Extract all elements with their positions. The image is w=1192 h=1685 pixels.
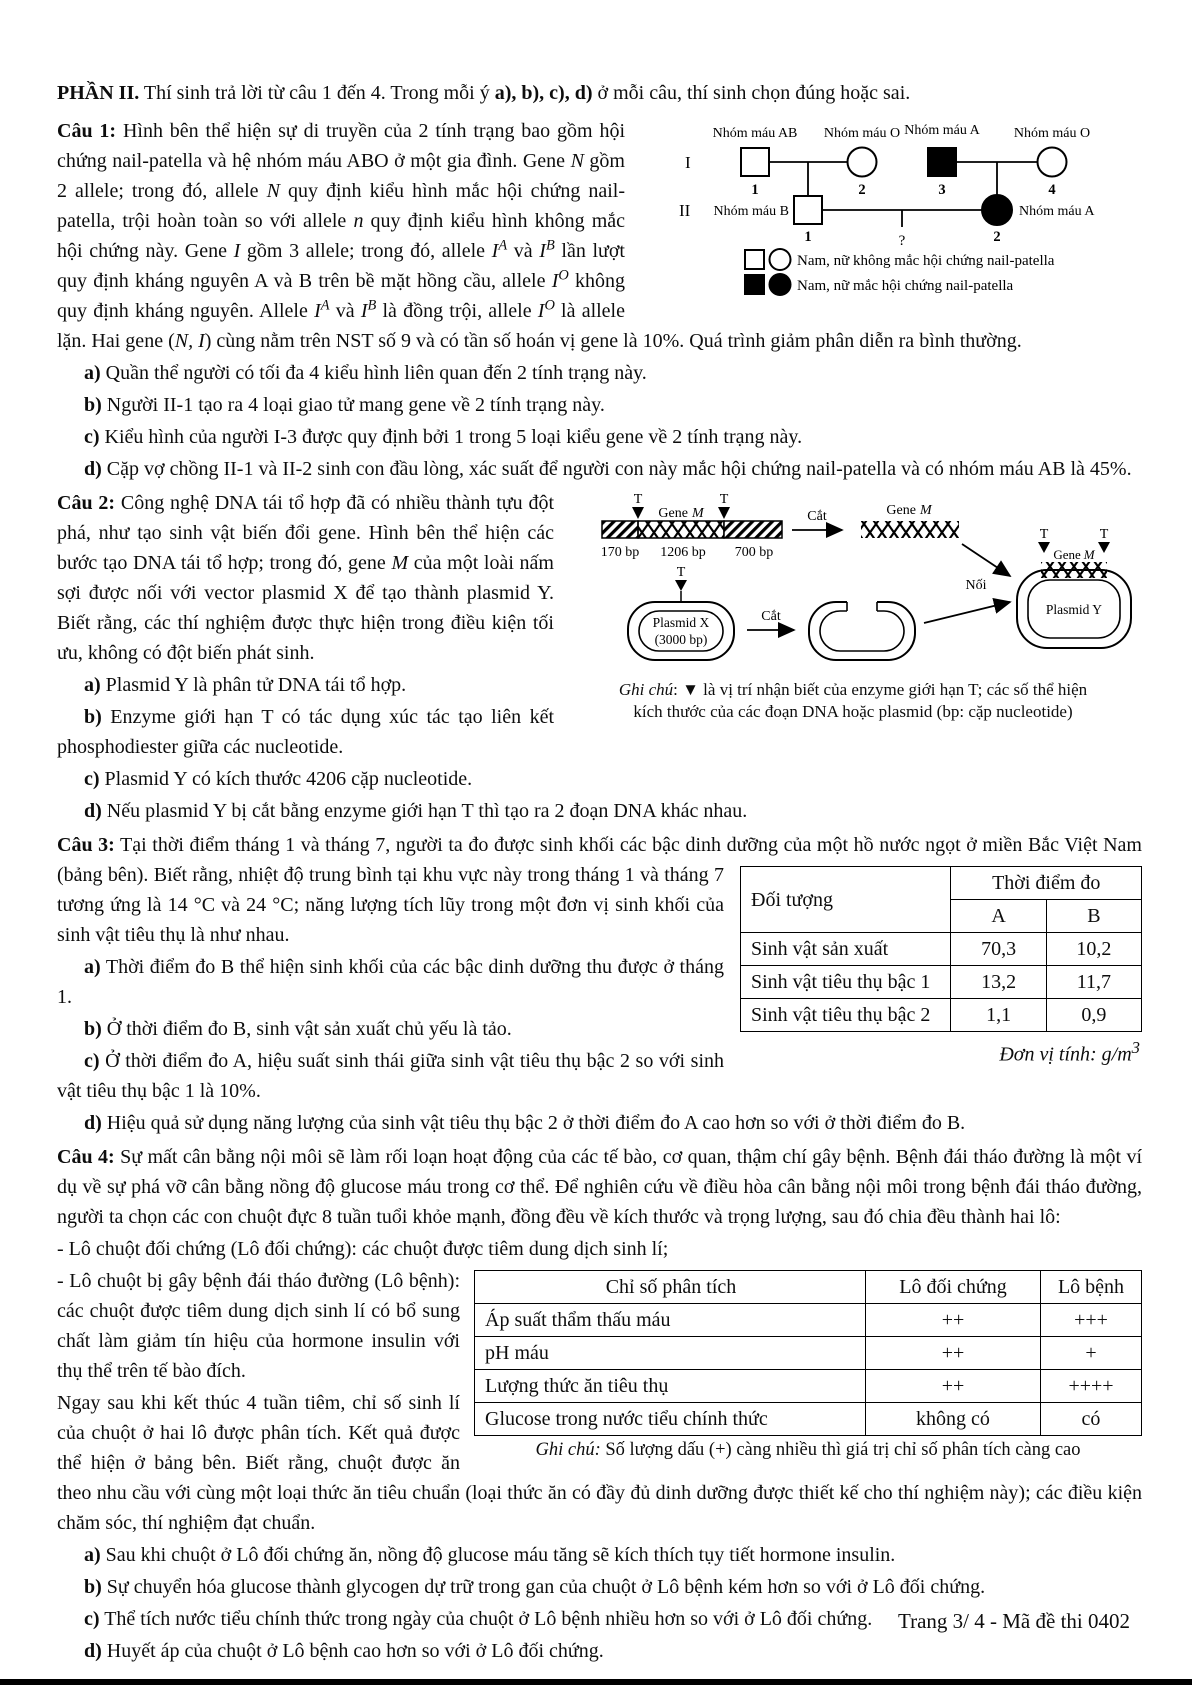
gene-m-label: Gene M — [658, 506, 704, 521]
table-row — [741, 966, 1142, 999]
table-cell: ++ — [866, 1370, 1041, 1403]
table-cell: pH máu — [475, 1337, 866, 1370]
q3-biomass-table-figure — [740, 866, 1142, 1070]
analysis-table-note — [474, 1439, 1142, 1462]
q4-b-label: b) — [84, 1576, 102, 1598]
table-cell: 0,9 — [1046, 999, 1141, 1032]
segment-size-170bp: 170 bp — [600, 545, 640, 560]
t-site-marker-icon — [718, 507, 730, 519]
table-row — [475, 1304, 1142, 1337]
table-cell: 1,1 — [951, 999, 1046, 1032]
t-site-label: T — [1039, 527, 1049, 542]
join-arrow-label: Nối — [965, 578, 987, 593]
table-cell: Sinh vật tiêu thụ bậc 2 — [741, 999, 951, 1032]
plasmid-y-gene-insert — [1041, 562, 1107, 578]
pedigree-female-i2 — [848, 148, 877, 177]
table-cell: Glucose trong nước tiểu chính thức — [475, 1403, 866, 1436]
segment-size-700bp: 700 bp — [734, 545, 774, 560]
cut-plasmid-gap — [847, 596, 877, 614]
plasmid-x-label: Plasmid X — [652, 615, 710, 630]
question-2 — [57, 488, 1142, 826]
legend-male-affected-icon — [745, 275, 764, 294]
pedigree-female-ii2-affected — [982, 195, 1012, 225]
biomass-col-object-header: Đối tượng — [741, 867, 951, 933]
biomass-unit-caption — [740, 1035, 1142, 1070]
q4-statement-a — [57, 1540, 1142, 1570]
gene-m-fragment-label: Gene M — [886, 503, 932, 518]
biomass-subcol-b: B — [1046, 900, 1141, 933]
q2-statement-c — [57, 764, 1142, 794]
q1-statement-d — [57, 454, 1142, 484]
note-text: Số lượng dấu (+) càng nhiều thì giá trị chỉ số phân tích càng cao — [600, 1440, 1081, 1460]
unit-sup: 3 — [1131, 1038, 1140, 1057]
q4-a-text: Sau khi chuột ở Lô đối chứng ăn, nồng độ glucose máu tăng sẽ kích thích tụy tiết hormone insulin. — [105, 1544, 896, 1566]
q4-c-text: Thể tích nước tiểu chính thức trong ngày của chuột ở Lô bệnh nhiều hơn so với ở Lô đối chứng. — [104, 1608, 873, 1630]
table-cell: có — [1041, 1403, 1142, 1436]
q4-d-text: Huyết áp của chuột ở Lô bệnh cao hơn so với ở Lô đối chứng. — [106, 1640, 604, 1662]
q3-d-label: d) — [84, 1112, 102, 1134]
q4-method-paragraph: Ngay sau khi kết thúc 4 tuần tiêm, chỉ số sinh lí của chuột ở hai lô được phân tích. Kết quả được thể hiện ở bảng bên. Biết rằng, chuột được ăn theo nhu cầu với cùng một loại thức ăn tiêu chuẩn (loại thức ăn có đầy đủ dinh dưỡng được thiết kế cho thí nghiệm này); các điều kiện chăm sóc, thí nghiệm đạt chuẩn. — [57, 1392, 1142, 1534]
legend-female-unaffected-icon — [770, 249, 791, 270]
q2-b-label: b) — [84, 706, 102, 728]
table-cell: ++++ — [1041, 1370, 1142, 1403]
i3-bloodtype-label: Nhóm máu A — [904, 123, 980, 138]
table-cell: 10,2 — [1046, 933, 1141, 966]
table-cell: Sinh vật tiêu thụ bậc 1 — [741, 966, 951, 999]
q3-b-label: b) — [84, 1018, 102, 1040]
plasmid-y-label: Plasmid Y — [1045, 602, 1103, 617]
analysis-header-index: Chỉ số phân tích — [475, 1271, 866, 1304]
t-site-label: T — [633, 492, 643, 507]
biomass-col-time-header: Thời điểm đo — [951, 867, 1142, 900]
dna-figure-note — [564, 679, 1142, 723]
q4-b-text: Sự chuyển hóa glucose thành glycogen dự trữ trong gan của chuột ở Lô bệnh kém hơn so với ở Lô đối chứng. — [106, 1576, 986, 1598]
table-cell: Lượng thức ăn tiêu thụ — [475, 1370, 866, 1403]
table-row — [741, 867, 1142, 900]
pedigree-male-i3-affected — [928, 148, 956, 176]
q3-statement-d — [57, 1108, 1142, 1138]
q3-d-text: Hiệu quả sử dụng năng lượng của sinh vật tiêu thụ bậc 2 ở thời điểm đo A cao hơn so với ở thời điểm đo B. — [106, 1112, 966, 1134]
legend-affected-label: Nam, nữ mắc hội chứng nail-patella — [797, 278, 1014, 294]
i1-number: 1 — [751, 182, 759, 198]
legend-male-unaffected-icon — [745, 250, 764, 269]
q3-c-text: Ở thời điểm đo A, hiệu suất sinh thái giữa sinh vật tiêu thụ bậc 2 so với sinh vật tiêu thụ bậc 1 là 10%. — [57, 1050, 725, 1102]
analysis-header-diseased: Lô bệnh — [1041, 1271, 1142, 1304]
q2-intro: Câu 2: Công nghệ DNA tái tổ hợp đã có nhiều thành tựu đột phá, như tạo sinh vật biến đổi gene. Hình bên thể hiện các bước tạo DNA tái tổ hợp; trong đó, gene M của một loài nấm sợi được nối với vector plasmid X để tạo thành plasmid Y. Biết rằng, các thí nghiệm được thực hiện trong điều kiện tối ưu, không có đột biến phát sinh. — [57, 492, 554, 664]
t-site-marker-icon — [632, 507, 644, 519]
q2-d-label: d) — [84, 800, 102, 822]
ii2-bloodtype-label: Nhóm máu A — [1019, 204, 1095, 219]
q1-d-label: d) — [84, 458, 102, 480]
q4-control-group-line: - Lô chuột đối chứng (Lô đối chứng): các chuột được tiêm dung dịch sinh lí; — [57, 1238, 669, 1260]
question-1 — [57, 116, 1142, 484]
q1-statement-a — [57, 358, 1142, 388]
q1-b-label: b) — [84, 394, 102, 416]
table-row — [475, 1337, 1142, 1370]
q3-a-text: Thời điểm đo B thể hiện sinh khối của các bậc dinh dưỡng thu được ở tháng 1. — [57, 956, 724, 1008]
table-row — [475, 1403, 1142, 1436]
table-row — [741, 999, 1142, 1032]
q4-diseased-group-line: - Lô chuột bị gây bệnh đái tháo đường (Lô bệnh): các chuột được tiêm dung dịch sinh lí có bổ sung chất làm giảm tín hiệu của hormone insulin với thụ thể trên tế bào đích. — [57, 1270, 460, 1382]
note-label: Ghi chú: — [535, 1440, 601, 1460]
question-3 — [57, 830, 1142, 1138]
q1-a-text: Quần thể người có tối đa 4 kiểu hình liên quan đến 2 tính trạng này. — [105, 362, 647, 384]
q4-statement-d — [57, 1636, 1142, 1666]
t-site-marker-icon — [1098, 542, 1110, 553]
pedigree-male-i1 — [741, 148, 769, 176]
t-site-label: T — [676, 565, 686, 580]
q2-a-label: a) — [84, 674, 101, 696]
scan-edge-bar — [0, 1679, 1192, 1685]
table-cell: + — [1041, 1337, 1142, 1370]
pedigree-male-ii1 — [794, 196, 822, 224]
q1-intro: Câu 1: Hình bên thể hiện sự di truyền của 2 tính trạng bao gồm hội chứng nail-patella và hệ nhóm máu ABO ở một gia đình. Gene N gồm 2 allele; trong đó, allele N quy định kiểu hình mắc hội chứng nail-patella, trội hoàn toàn so với allele n quy định kiểu hình không mắc hội chứng này. Gene I gồm 3 allele; trong đó, allele $I^A$ và $I^B$ lần lượt quy định kháng nguyên A và B trên bề mặt hồng cầu, allele $I^O$ không quy định kháng nguyên. Allele $I^A$ và $I^B$ là đồng trội, allele $I^O$ là allele lặn. Hai gene (N, I) cùng nằm trên NST số 9 và có tần số hoán vị gene là 10%. Quá trình giảm phân diễn ra bình thường. — [57, 120, 1022, 352]
table-row — [475, 1370, 1142, 1403]
generation-ii-label: II — [679, 201, 691, 220]
page-footer: Trang 3/ 4 - Mã đề thi 0402 — [898, 1608, 1130, 1633]
dna-segment-170bp — [602, 521, 638, 538]
unknown-child-mark: ? — [898, 233, 906, 249]
analysis-table — [474, 1270, 1142, 1436]
join-arrow-from-plasmid — [924, 602, 1010, 623]
gene-m-fragment — [861, 521, 959, 538]
dna-segment-gene-m — [638, 521, 724, 538]
biomass-subcol-a: A — [951, 900, 1046, 933]
i2-bloodtype-label: Nhóm máu O — [823, 126, 901, 141]
legend-female-affected-icon — [770, 274, 791, 295]
cut-arrow-label: Cắt — [761, 609, 781, 624]
ii2-number: 2 — [993, 229, 1001, 245]
i1-bloodtype-label: Nhóm máu AB — [712, 126, 798, 141]
q2-c-label: c) — [84, 768, 100, 790]
i4-number: 4 — [1048, 182, 1056, 198]
cut-arrow-label: Cắt — [807, 509, 827, 524]
q1-b-text: Người II-1 tạo ra 4 loại giao tử mang gene về 2 tính trạng này. — [106, 394, 605, 416]
t-site-label: T — [1099, 527, 1109, 542]
unit-text: Đơn vị tính: g/m — [999, 1043, 1132, 1066]
cut-plasmid-inner-ring — [820, 611, 904, 651]
biomass-table — [740, 866, 1142, 1032]
q4-analysis-table-figure — [474, 1270, 1142, 1462]
q2-d-text: Nếu plasmid Y bị cắt bằng enzyme giới hạn T thì tạo ra 2 đoạn DNA khác nhau. — [106, 800, 748, 822]
analysis-header-control: Lô đối chứng — [866, 1271, 1041, 1304]
ii1-number: 1 — [804, 229, 812, 245]
table-row — [475, 1271, 1142, 1304]
note-label: Ghi chú — [618, 680, 674, 699]
table-cell: không có — [866, 1403, 1041, 1436]
table-cell: 70,3 — [951, 933, 1046, 966]
q4-a-label: a) — [84, 1544, 101, 1566]
q1-a-label: a) — [84, 362, 101, 384]
q1-d-text: Cặp vợ chồng II-1 và II-2 sinh con đầu lòng, xác suất để người con này mắc hội chứng nail-patella và có nhóm máu AB là 45%. — [106, 458, 1132, 480]
pedigree-figure — [637, 120, 1142, 307]
table-cell: 11,7 — [1046, 966, 1141, 999]
q2-c-text: Plasmid Y có kích thước 4206 cặp nucleotide. — [104, 768, 473, 790]
i2-number: 2 — [858, 182, 866, 198]
table-cell: ++ — [866, 1304, 1041, 1337]
q2-statement-d — [57, 796, 1142, 826]
q1-statement-c — [57, 422, 1142, 452]
pedigree-female-i4 — [1038, 148, 1067, 177]
q4-intro: Câu 4: Sự mất cân bằng nội môi sẽ làm rối loạn hoạt động của các tế bào, cơ quan, thậm chí gây bệnh. Bệnh đái tháo đường là một ví dụ về sự phá vỡ cân bằng nồng độ glucose máu trong cơ thể. Để nghiên cứu về điều hòa cân bằng nội môi trong bệnh đái tháo đường, người ta chọn các con chuột đực 8 tuần tuổi khỏe mạnh, đồng đều về kích thước và trọng lượng, sau đó chia đều thành hai lô: — [57, 1146, 1143, 1228]
section-header: PHẦN II. Thí sinh trả lời từ câu 1 đến 4. Trong mỗi ý a), b), c), d) ở mỗi câu, thí sinh chọn đúng hoặc sai. — [57, 82, 911, 104]
q2-a-text: Plasmid Y là phân tử DNA tái tổ hợp. — [105, 674, 407, 696]
table-cell: +++ — [1041, 1304, 1142, 1337]
q3-c-label: c) — [84, 1050, 100, 1072]
q2-b-text: Enzyme giới hạn T có tác dụng xúc tác tạo liên kết phosphodiester giữa các nucleotide. — [57, 706, 554, 758]
t-site-marker-icon — [1038, 542, 1050, 553]
legend-unaffected-label: Nam, nữ không mắc hội chứng nail-patella — [797, 253, 1055, 269]
join-arrow-from-gene — [962, 544, 1010, 576]
note-line2: kích thước của các đoạn DNA hoặc plasmid (bp: cặp nucleotide) — [633, 702, 1073, 722]
q4-statement-b — [57, 1572, 1142, 1602]
question-4 — [57, 1142, 1142, 1666]
generation-i-label: I — [685, 153, 691, 172]
table-cell: Sinh vật sản xuất — [741, 933, 951, 966]
table-cell: 13,2 — [951, 966, 1046, 999]
dna-cloning-figure — [564, 490, 1142, 723]
gene-m-insert-label: Gene M — [1053, 547, 1095, 562]
ii1-bloodtype-label: Nhóm máu B — [713, 204, 789, 219]
q4-c-label: c) — [84, 1608, 100, 1630]
table-row — [741, 933, 1142, 966]
q3-intro-part2: miền Bắc Việt Nam (bảng bên). Biết rằng, nhiệt độ trung bình tại khu vực này trong tháng 1 và tháng 7 tương ứng là 14 °C và 24 °C; năng lượng tích lũy trong một đơn vị sinh khối của sinh vật tiêu thụ là như nhau. — [57, 834, 1142, 946]
pedigree-diagram — [637, 120, 1142, 298]
i4-bloodtype-label: Nhóm máu O — [1013, 126, 1091, 141]
q3-intro-part1: Câu 3: Tại thời điểm tháng 1 và tháng 7, người ta đo được sinh khối các bậc dinh dưỡng của một hồ nước ngọt ở — [57, 834, 983, 856]
q1-c-text: Kiểu hình của người I-3 được quy định bởi 1 trong 5 loại kiểu gene về 2 tính trạng này. — [104, 426, 803, 448]
q1-statement-b — [57, 390, 1142, 420]
table-cell: Áp suất thẩm thấu máu — [475, 1304, 866, 1337]
q3-a-label: a) — [84, 956, 101, 978]
dna-segment-700bp — [724, 521, 782, 538]
q3-b-text: Ở thời điểm đo B, sinh vật sản xuất chủ yếu là tảo. — [106, 1018, 512, 1040]
t-site-marker-icon — [675, 580, 687, 591]
note-line1: : ▼ là vị trí nhận biết của enzyme giới hạn T; các số thể hiện — [673, 680, 1088, 699]
segment-size-1206bp: 1206 bp — [660, 545, 706, 560]
dna-cloning-diagram — [564, 490, 1139, 668]
q1-c-label: c) — [84, 426, 100, 448]
i3-number: 3 — [938, 182, 946, 198]
q4-d-label: d) — [84, 1640, 102, 1662]
t-site-label: T — [719, 492, 729, 507]
table-cell: ++ — [866, 1337, 1041, 1370]
plasmid-x-size-label: (3000 bp) — [654, 632, 708, 647]
